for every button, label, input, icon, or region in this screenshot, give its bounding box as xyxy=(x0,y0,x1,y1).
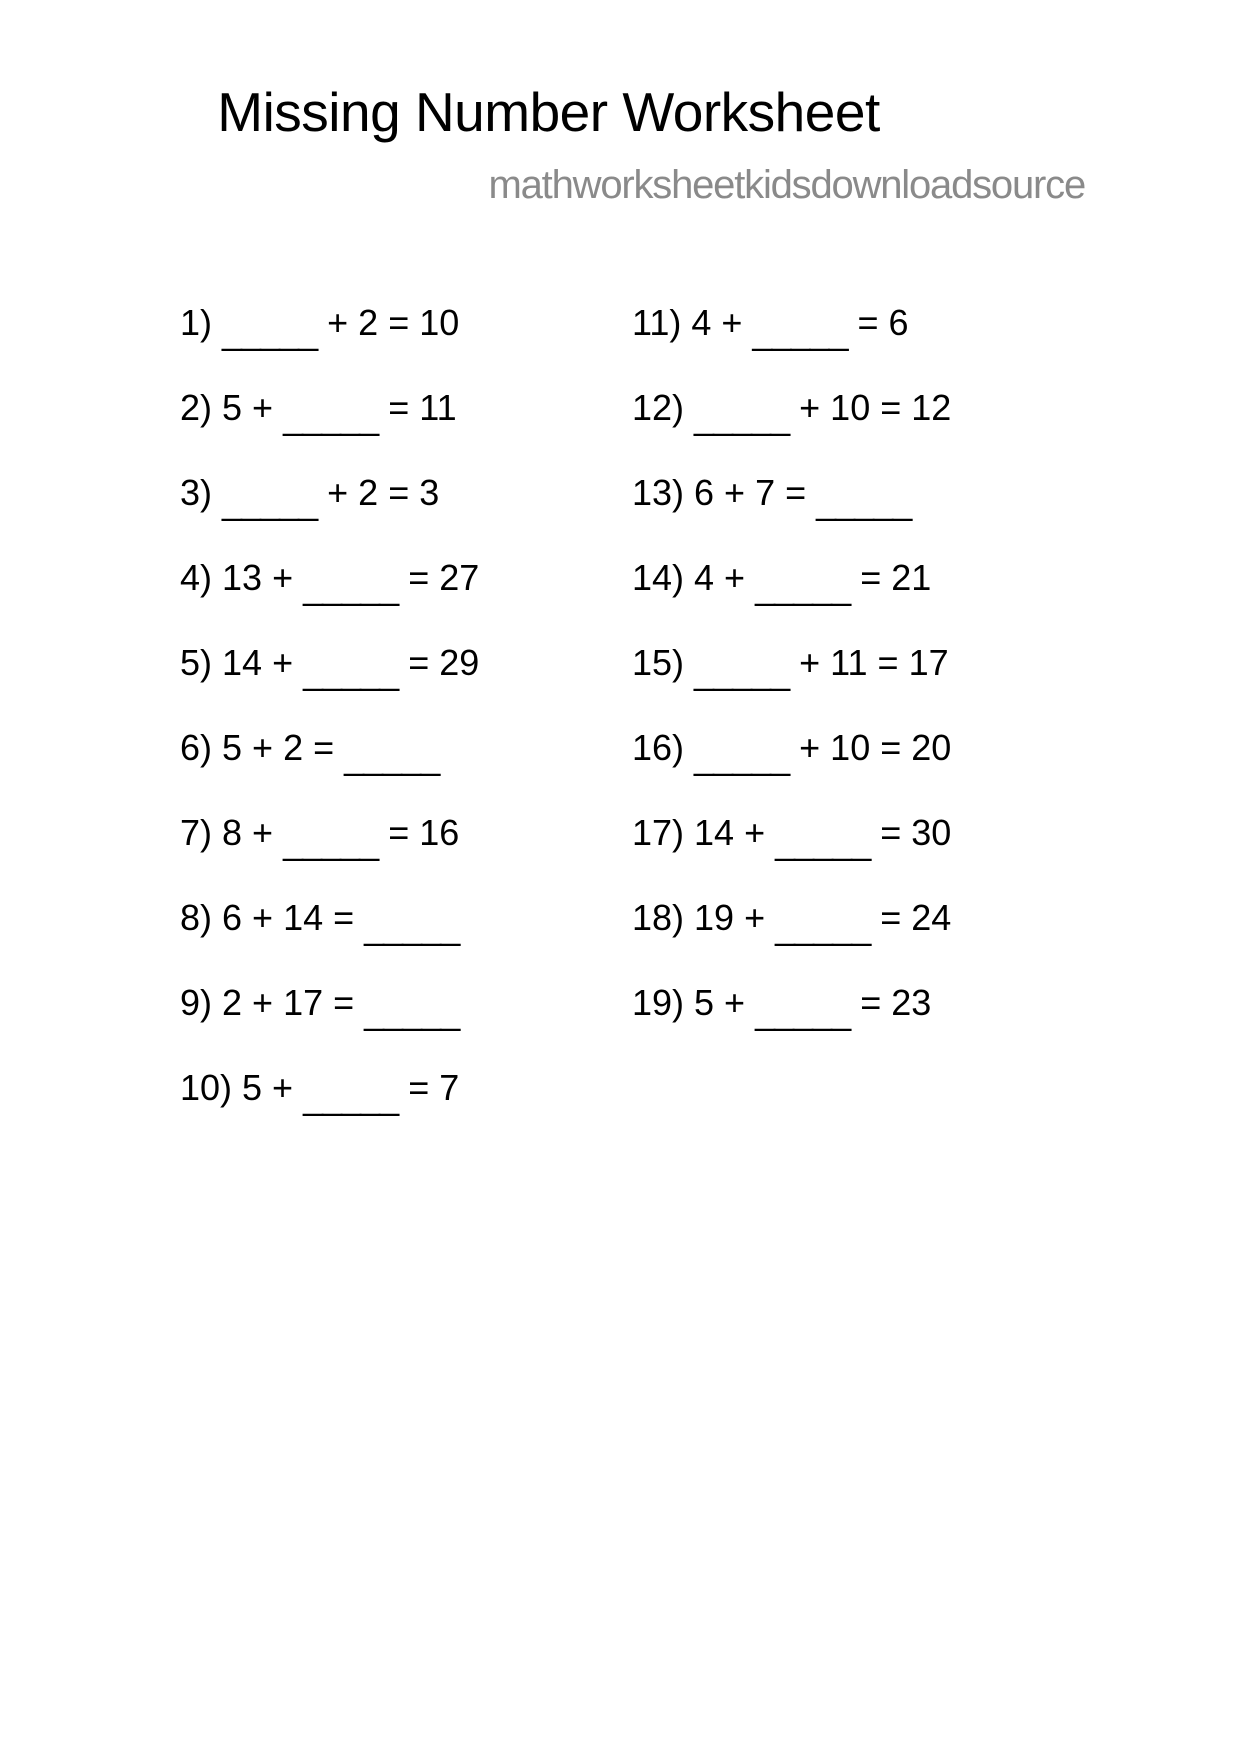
problem-row xyxy=(180,812,600,900)
problem-row xyxy=(180,982,600,1070)
problem-expression-tail: + 10 = 12 xyxy=(789,387,952,428)
problem-expression-lead: 2 + 17 = xyxy=(212,982,365,1023)
problem-row xyxy=(180,472,600,560)
problem-row xyxy=(180,1067,600,1155)
answer-blank[interactable]: _____ xyxy=(344,736,440,777)
problem-expression-tail: = 29 xyxy=(398,642,480,683)
problem-number: 19) xyxy=(632,982,685,1023)
answer-blank[interactable]: _____ xyxy=(755,566,851,607)
problem-number: 7) xyxy=(180,812,213,853)
problem-expression-lead: 8 + xyxy=(212,812,284,853)
answer-blank[interactable]: _____ xyxy=(283,821,379,862)
problem-number: 16) xyxy=(632,727,685,768)
problem-expression-lead: 6 + 7 = xyxy=(684,472,817,513)
problem-expression-lead: 5 + xyxy=(232,1067,304,1108)
problem-expression-tail: = 6 xyxy=(847,302,909,343)
problem-column-right xyxy=(632,302,1052,1070)
problem-row xyxy=(632,812,1052,900)
answer-blank[interactable]: _____ xyxy=(364,991,460,1032)
problem-number: 13) xyxy=(632,472,685,513)
problem-row xyxy=(632,982,1052,1070)
problem-expression-tail: = 24 xyxy=(870,897,952,938)
problem-row xyxy=(632,727,1052,815)
answer-blank[interactable]: _____ xyxy=(694,396,790,437)
answer-blank[interactable]: _____ xyxy=(755,991,851,1032)
problem-expression-tail: + 10 = 20 xyxy=(789,727,952,768)
problem-expression-tail: = 21 xyxy=(850,557,932,598)
problem-expression-lead xyxy=(684,645,694,681)
answer-blank[interactable]: _____ xyxy=(775,821,871,862)
problem-expression-lead: 5 + xyxy=(212,387,284,428)
problem-expression-lead: 19 + xyxy=(684,897,776,938)
answer-blank[interactable]: _____ xyxy=(775,906,871,947)
problem-expression-tail: = 16 xyxy=(378,812,460,853)
problem-expression-lead: 6 + 14 = xyxy=(212,897,365,938)
source-attribution: mathworksheetkidsdownloadsource xyxy=(488,163,1085,207)
problem-row xyxy=(632,472,1052,560)
problem-number: 14) xyxy=(632,557,685,598)
problem-expression-lead: 14 + xyxy=(684,812,776,853)
problem-expression-tail: = 23 xyxy=(850,982,932,1023)
answer-blank[interactable]: _____ xyxy=(283,396,379,437)
problem-row xyxy=(632,387,1052,475)
page-title: Missing Number Worksheet xyxy=(217,81,880,143)
problem-expression-lead xyxy=(212,305,222,341)
problem-expression-tail: + 2 = 3 xyxy=(317,472,440,513)
answer-blank[interactable]: _____ xyxy=(752,311,848,352)
problem-column-left xyxy=(180,302,600,1155)
problem-number: 11) xyxy=(632,302,682,343)
problem-number: 2) xyxy=(180,387,213,428)
problem-number: 4) xyxy=(180,557,213,598)
answer-blank[interactable]: _____ xyxy=(303,651,399,692)
problem-row xyxy=(180,557,600,645)
problem-expression-tail: = 27 xyxy=(398,557,480,598)
problem-expression-lead xyxy=(212,475,222,511)
problem-expression-tail: + 2 = 10 xyxy=(317,302,460,343)
answer-blank[interactable]: _____ xyxy=(303,1076,399,1117)
problem-expression-lead: 14 + xyxy=(212,642,304,683)
problem-row xyxy=(180,897,600,985)
problem-expression-lead: 5 + xyxy=(684,982,756,1023)
problem-number: 9) xyxy=(180,982,213,1023)
problem-number: 17) xyxy=(632,812,685,853)
problem-expression-lead: 13 + xyxy=(212,557,304,598)
problem-number: 1) xyxy=(180,302,213,343)
problem-number: 18) xyxy=(632,897,685,938)
answer-blank[interactable]: _____ xyxy=(222,481,318,522)
problem-expression-tail: = 7 xyxy=(398,1067,460,1108)
problem-row xyxy=(180,642,600,730)
problem-row xyxy=(180,302,600,390)
answer-blank[interactable]: _____ xyxy=(303,566,399,607)
problem-expression-lead xyxy=(684,730,694,766)
problem-expression-lead xyxy=(684,390,694,426)
answer-blank[interactable]: _____ xyxy=(364,906,460,947)
problem-number: 6) xyxy=(180,727,213,768)
problem-row xyxy=(632,897,1052,985)
problem-expression-tail: + 11 = 17 xyxy=(789,642,949,683)
problem-expression-lead: 5 + 2 = xyxy=(212,727,345,768)
problem-expression-lead: 4 + xyxy=(684,557,756,598)
problem-row xyxy=(180,727,600,815)
problem-row xyxy=(632,557,1052,645)
problem-row xyxy=(632,642,1052,730)
problem-expression-tail: = 30 xyxy=(870,812,952,853)
problem-row xyxy=(632,302,1052,390)
problem-number: 10) xyxy=(180,1067,233,1108)
problem-row xyxy=(180,387,600,475)
answer-blank[interactable]: _____ xyxy=(816,481,912,522)
answer-blank[interactable]: _____ xyxy=(694,736,790,777)
problem-expression-tail: = 11 xyxy=(378,387,457,428)
problem-number: 12) xyxy=(632,387,685,428)
answer-blank[interactable]: _____ xyxy=(694,651,790,692)
problem-number: 15) xyxy=(632,642,685,683)
answer-blank[interactable]: _____ xyxy=(222,311,318,352)
problem-number: 8) xyxy=(180,897,213,938)
problem-number: 3) xyxy=(180,472,213,513)
problem-expression-lead: 4 + xyxy=(681,302,753,343)
problem-number: 5) xyxy=(180,642,213,683)
